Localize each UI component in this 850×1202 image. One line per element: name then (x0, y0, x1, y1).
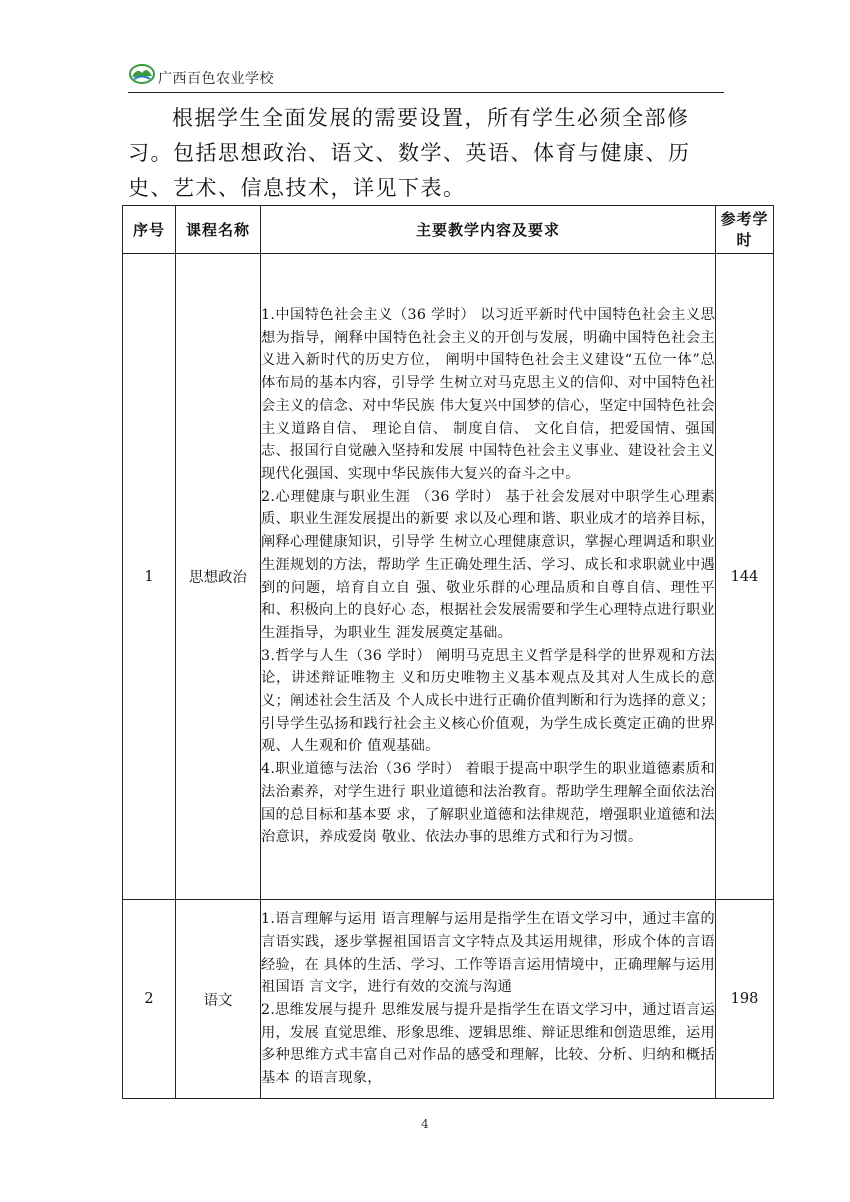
header-number: 序号 (123, 206, 176, 254)
content-paragraph: 4.职业道德与法治（36 学时） 着眼于提高中职学生的职业道德素质和法治素养，对学生进行 职业道德和法治教育。帮助学生理解全面依法治国的总目标和基本要 求，了解职业道德和法律规范，增强职业道德和法治意识，养成爱岗 敬业、依法办事的思维方式和行为习惯。 (261, 761, 715, 846)
school-name: 广西百色农业学校 (158, 71, 274, 87)
content-paragraph: 2.思维发展与提升 思维发展与提升是指学生在语文学习中，通过语言运用，发展 直觉思维、形象思维、逻辑思维、辩证思维和创造思维，运用多种思维方式丰富自己对作品的感受和理解，比较、分析、归纳和概括基本 的语言现象， (261, 1002, 715, 1087)
curriculum-table (122, 205, 774, 1099)
row-content (261, 900, 716, 1099)
content-paragraph: 1.语言理解与运用 语言理解与运用是指学生在语文学习中，通过丰富的言语实践，逐步掌握祖国语言文字特点及其运用规律，形成个体的言语经验，在 具体的生活、学习、工作等语言运用情境中，正确理解与运用祖国语 言文字，进行有效的交流与沟通 (261, 911, 715, 996)
row-hours: 198 (716, 900, 774, 1099)
table-row (123, 254, 774, 900)
page-header (128, 52, 724, 93)
header-content: 主要教学内容及要求 (261, 206, 716, 254)
content-paragraph: 3.哲学与人生（36 学时） 阐明马克思主义哲学是科学的世界观和方法论，讲述辩证唯物主 义和历史唯物主义基本观点及其对人生成长的意义；阐述社会生活及 个人成长中进行正确价值判断和行为选择的意义；引导学生弘扬和践行社会主义核心价值观，为学生成长奠定正确的世界观、人生观和价 值观基础。 (261, 647, 715, 755)
content-paragraph: 2.心理健康与职业生涯 （36 学时） 基于社会发展对中职学生心理素质、职业生涯发展提出的新要 求以及心理和谐、职业成才的培养目标，阐释心理健康知识，引导学 生树立心理健康意识，掌握心理调适和职业生涯规划的方法，帮助学 生正确处理生活、学习、成长和求职就业中遇到的问题，培育自立自 强、敬业乐群的心理品质和自尊自信、理性平和、积极向上的良好心 态，根据社会发展需要和学生心理特点进行职业生涯指导，为职业生 涯发展奠定基础。 (261, 488, 715, 641)
row-number: 2 (123, 900, 176, 1099)
intro-paragraph: 根据学生全面发展的需要设置，所有学生必须全部修习。包括思想政治、语文、数学、英语、体育与健康、历史、艺术、信息技术，详见下表。 (128, 106, 691, 200)
row-course-name: 思想政治 (176, 254, 261, 900)
school-logo-icon (128, 62, 156, 86)
page-number: 4 (421, 1117, 429, 1131)
table-header-row (123, 206, 774, 254)
header-course-name: 课程名称 (176, 206, 261, 254)
table-row (123, 900, 774, 1099)
row-course-name: 语文 (176, 900, 261, 1099)
row-number: 1 (123, 254, 176, 900)
content-paragraph: 1.中国特色社会主义（36 学时） 以习近平新时代中国特色社会主义思想为指导，阐释中国特色社会主义的开创与发展，明确中国特色社会主义进入新时代的历史方位， 阐明中国特色社会主义建设“五位一体”总体布局的基本内容，引导学 生树立对马克思主义的信仰、对中国特色社会主义的信念、对中华民族 伟大复兴中国梦的信心，坚定中国特色社会主义道路自信、 理论自信、 制度自信、 文化自信，把爱国情、强国志、报国行自觉融入坚持和发展 中国特色社会主义事业、建设社会主义现代化强国、实现中华民族伟大复兴的奋斗之中。 (261, 307, 715, 482)
row-hours: 144 (716, 254, 774, 900)
header-hours: 参考学时 (716, 206, 774, 254)
row-content (261, 254, 716, 900)
